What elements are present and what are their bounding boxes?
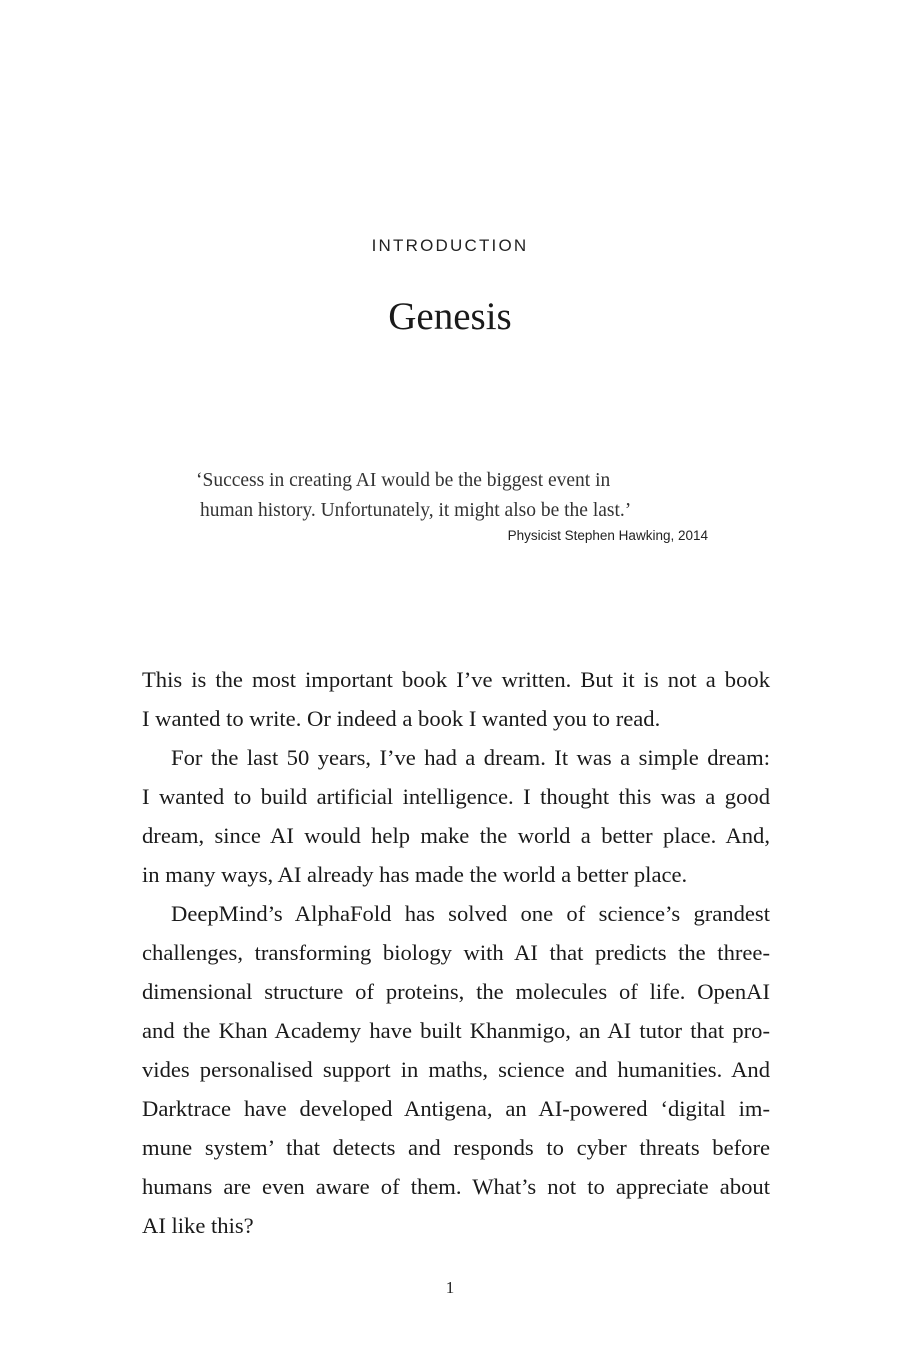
text-line: challenges, transforming biology with AI that predicts the three- [142, 940, 770, 965]
paragraph [142, 660, 770, 738]
body-text [142, 660, 770, 1245]
chapter-title: Genesis [388, 295, 512, 338]
epigraph-line: ‘Success in creating AI would be the biggest event in [196, 470, 611, 491]
page-number: 1 [445, 1278, 455, 1297]
text-line: mune system’ that detects and responds to cyber threats before [142, 1135, 770, 1160]
text-line: dimensional structure of proteins, the molecules of life. OpenAI [142, 979, 770, 1004]
paragraph [142, 894, 770, 1245]
chapter-label: INTRODUCTION [371, 236, 529, 255]
epigraph [196, 466, 716, 543]
text-line: For the last 50 years, I’ve had a dream. It was a simple dream: [171, 745, 770, 770]
text-line: humans are even aware of them. What’s not to appreciate about [142, 1174, 770, 1199]
text-line: AI like this? [142, 1213, 254, 1238]
text-line: I wanted to write. Or indeed a book I wanted you to read. [142, 706, 661, 731]
epigraph-attribution: Physicist Stephen Hawking, 2014 [507, 528, 708, 543]
text-line: This is the most important book I’ve written. But it is not a book [142, 667, 770, 692]
text-line: and the Khan Academy have built Khanmigo, an AI tutor that pro- [142, 1018, 770, 1043]
text-line: Darktrace have developed Antigena, an AI-powered ‘digital im- [142, 1096, 770, 1121]
text-line: vides personalised support in maths, science and humanities. And [142, 1057, 770, 1082]
paragraph [142, 738, 770, 894]
epigraph-quote [196, 466, 716, 526]
text-line: dream, since AI would help make the world a better place. And, [142, 823, 770, 848]
text-line: DeepMind’s AlphaFold has solved one of science’s grandest [171, 901, 770, 926]
epigraph-line: human history. Unfortunately, it might also be the last.’ [200, 500, 632, 521]
text-line: I wanted to build artificial intelligence. I thought this was a good [142, 784, 770, 809]
text-line: in many ways, AI already has made the world a better place. [142, 862, 688, 887]
